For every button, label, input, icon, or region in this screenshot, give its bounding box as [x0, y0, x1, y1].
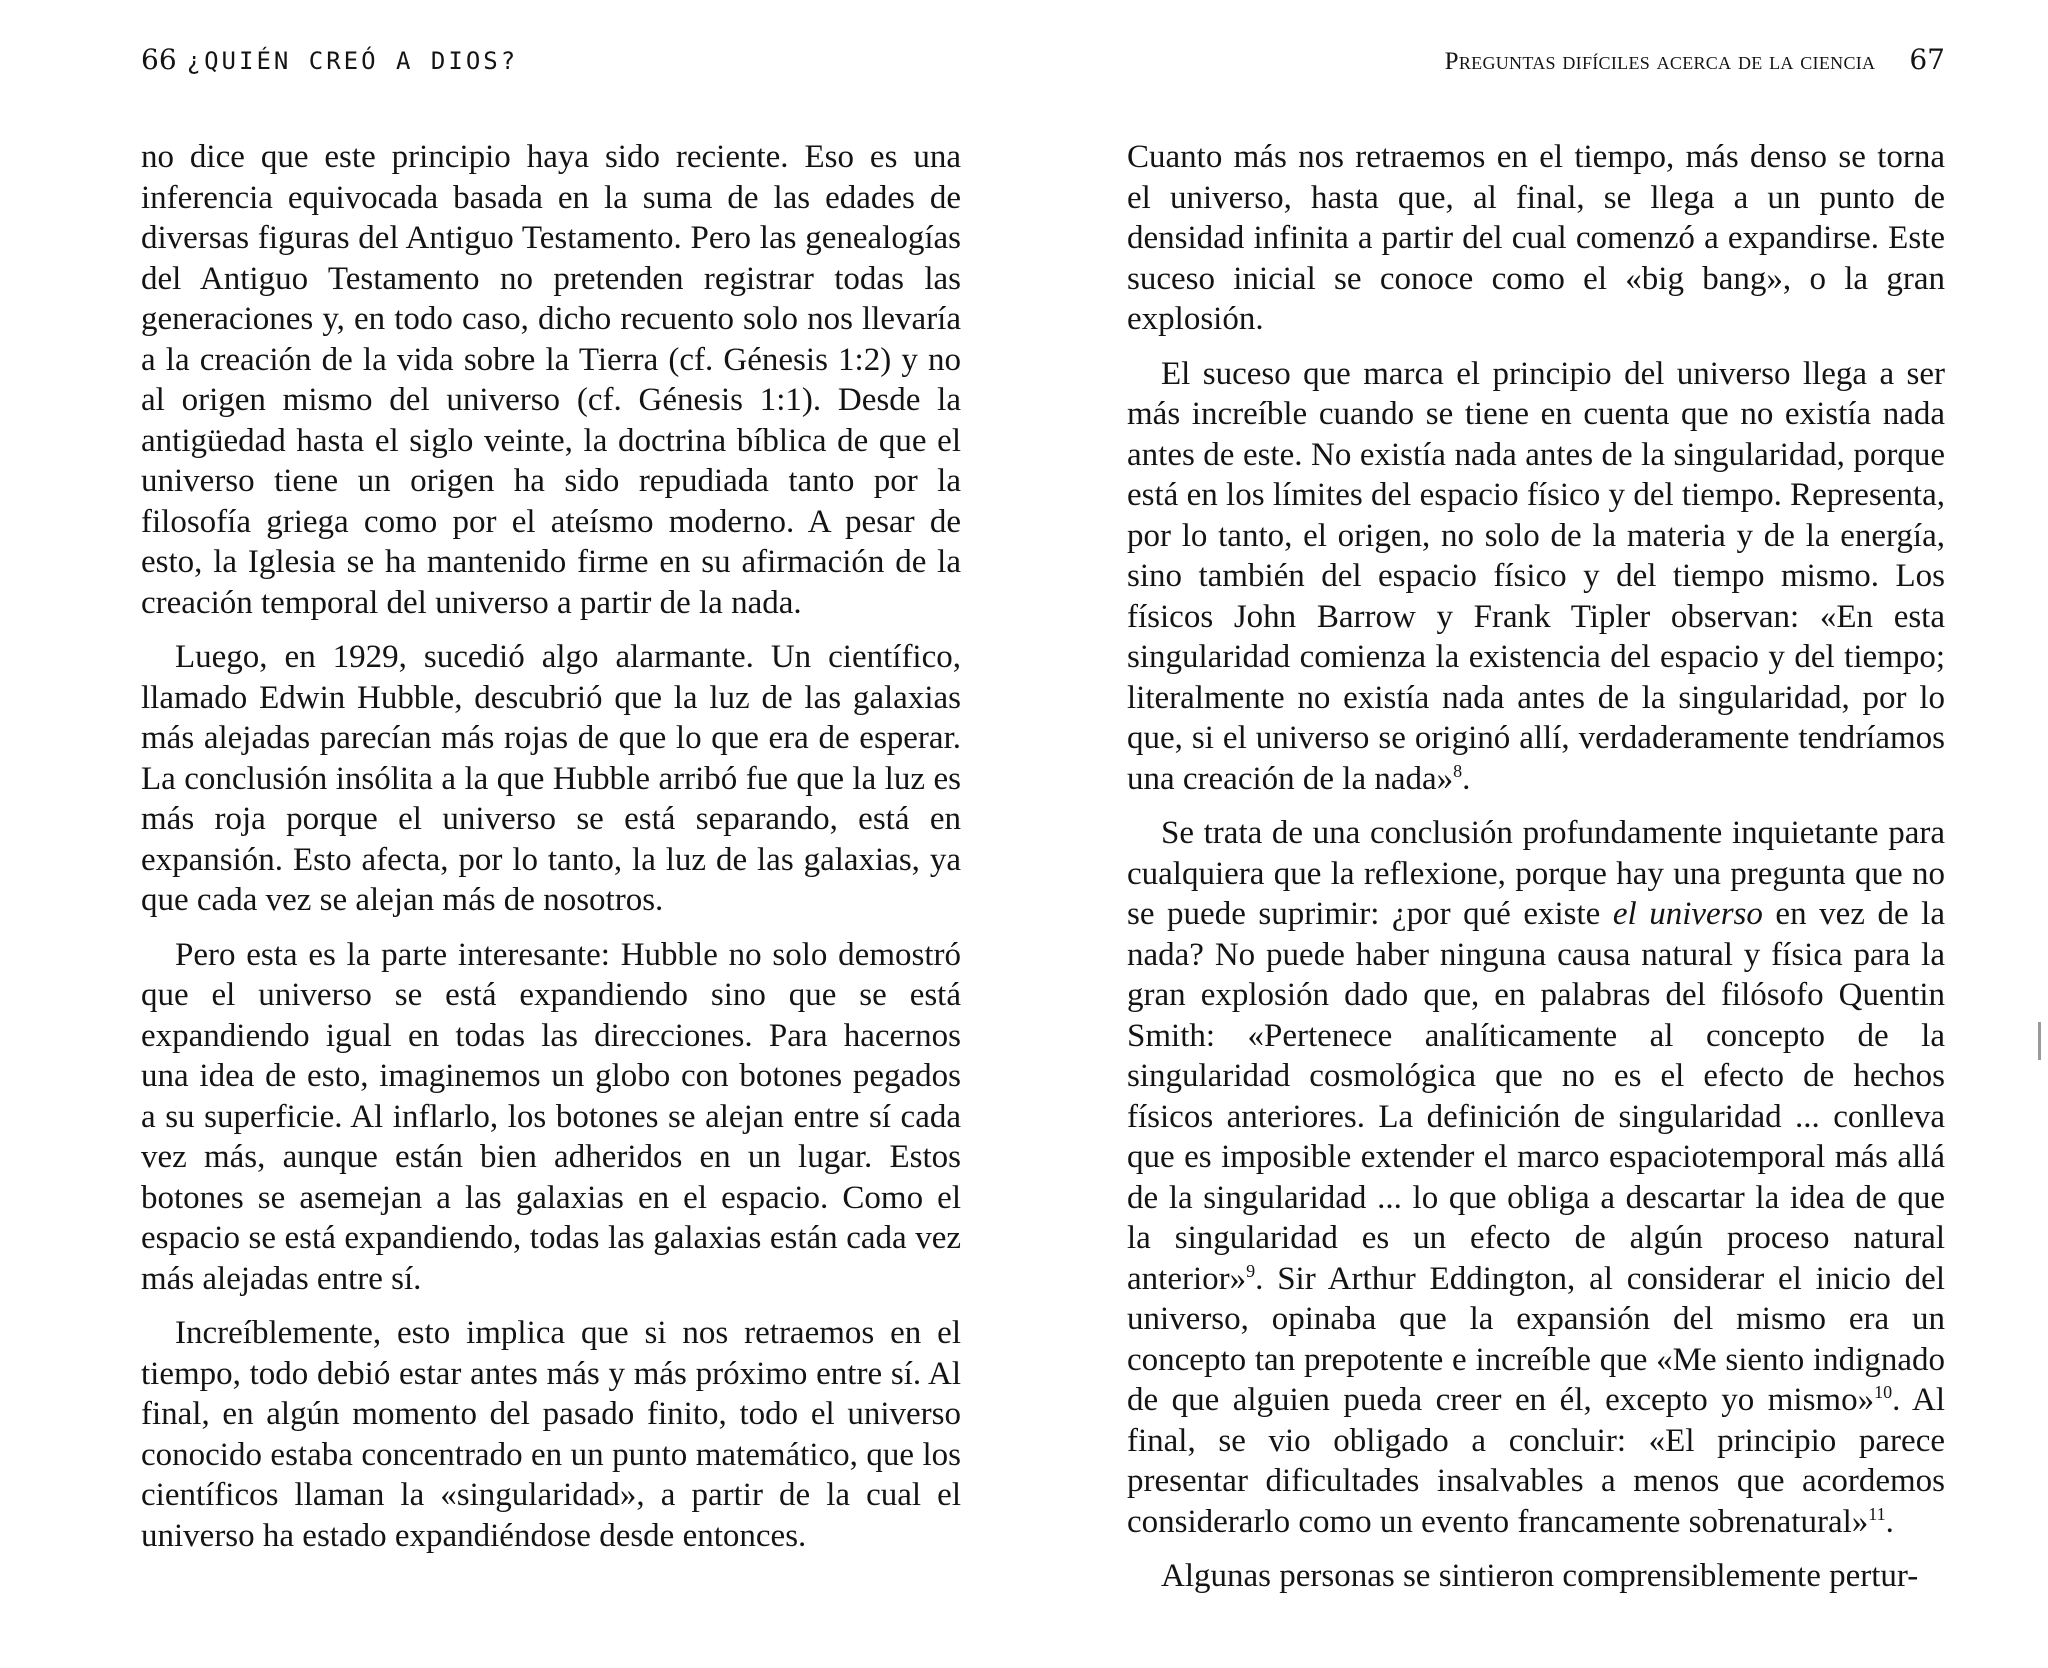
right-running-head: [1127, 40, 1945, 80]
paragraph: Increíblemente, esto implica que si nos retraemos en el tiempo, todo debió estar antes más y más próximo entre sí. Al final, en algún momento del pasado finito, todo el universo conocido estaba concentrado en un punto matemático, que los científicos llaman la «singularidad», a partir de la cual el universo ha estado expandiéndose desde entonces.: [141, 1315, 961, 1554]
right-page-number: 67: [1909, 43, 1945, 76]
paragraph: Algunas personas se sintieron comprensiblemente pertur-: [1161, 1558, 1919, 1594]
left-page: [141, 0, 961, 1668]
paragraph-text: . Sir Arthur Eddington, al considerar el inicio del universo, opinaba que la expansión del mismo era un concepto tan prepotente e increíble que «Me siento indignado de que alguien pueda creer en él, excepto yo mismo»: [1127, 1260, 1945, 1418]
paragraph: Luego, en 1929, sucedió algo alarmante. Un científico, llamado Edwin Hubble, descubrió que la luz de las galaxias más alejadas parecían más rojas de que lo que era de esperar. La conclusión insólita a la que Hubble arribó fue que la luz es más roja porque el universo se está separando, está en expansión. Esto afecta, por lo tanto, la luz de las galaxias, ya que cada vez se alejan más de nosotros.: [141, 639, 961, 918]
paragraph: no dice que este principio haya sido reciente. Eso es una inferencia equivocada basada en la suma de las edades de diversas figuras del Antiguo Testamento. Pero las genealogías del Antiguo Testamento no pretenden registrar todas las generaciones y, en todo caso, dicho recuento solo nos llevaría a la creación de la vida sobre la Tierra (cf. Génesis 1:2) y no al origen mismo del universo (cf. Génesis 1:1). Desde la antigüedad hasta el siglo veinte, la doctrina bíblica de que el universo tiene un origen ha sido repudiada tanto por la filosofía griega como por el ateísmo moderno. A pesar de esto, la Iglesia se ha mantenido firme en su afirmación de la creación temporal del universo a partir de la nada.: [141, 139, 961, 621]
footnote-ref: 11: [1868, 1503, 1886, 1524]
paragraph-text: . Al final, se vio obligado a concluir: «El principio parece presentar dificultades insalvables a menos que acordemos considerarlo como un evento francamente sobrenatural»: [1127, 1382, 1945, 1540]
paragraph-text: Se trata de una conclusión profundamente inquietante para cualquiera que la reflexione, porque hay una pregunta que no se puede suprimir: ¿por qué existe: [1127, 815, 1945, 932]
footnote-ref: 8: [1453, 760, 1463, 781]
left-running-title: ¿QUIÉN CREÓ A DIOS?: [186, 47, 519, 75]
right-running-title: Preguntas difíciles acerca de la ciencia: [1444, 48, 1876, 75]
left-running-head: [141, 40, 961, 80]
paragraph: Pero esta es la parte interesante: Hubble no solo demostró que el universo se está expandiendo sino que se está expandiendo igual en todas las direcciones. Para hacernos una idea de esto, imaginemos un globo con botones pegados a su superficie. Al inflarlo, los botones se alejan entre sí cada vez más, aunque están bien adheridos en un lugar. Estos botones se asemejan a las galaxias en el espacio. Como el espacio se está expandiendo, todas las galaxias están cada vez más alejadas entre sí.: [141, 936, 961, 1297]
paragraph-text: .: [1462, 760, 1471, 797]
paragraph: Cuanto más nos retraemos en el tiempo, más denso se torna el universo, hasta que, al final, se llega a un punto de densidad infinita a partir del cual comenzó a expandirse. Este suceso inicial se conoce como el «big bang», o la gran explosión.: [1127, 139, 1945, 337]
paragraph-text: .: [1885, 1503, 1894, 1540]
left-page-number: 66: [141, 43, 177, 76]
right-body-text: [1127, 137, 1945, 1611]
paragraph-text: El suceso que marca el principio del universo llega a ser más increíble cuando se tiene en cuenta que no existía nada antes de este. No existía nada antes de la singularidad, porque está en los límites del espacio físico y del tiempo. Representa, por lo tanto, el origen, no solo de la materia y de la energía, sino también del espacio físico y del tiempo mismo. Los físicos John Barrow y Frank Tipler observan: «En esta singularidad comienza la existencia del espacio y del tiempo; literalmente no existía nada antes de la singularidad, por lo que, si el universo se originó allí, verdaderamente tendríamos una creación de la nada»: [1127, 355, 1945, 797]
footnote-ref: 10: [1874, 1382, 1893, 1402]
left-body-text: [141, 137, 961, 1570]
scan-margin-mark: [2038, 1022, 2041, 1060]
right-page: [1127, 0, 1945, 1668]
footnote-ref: 9: [1246, 1260, 1256, 1281]
emphasis-text: el universo: [1612, 896, 1763, 932]
paragraph: [1127, 813, 1945, 1542]
paragraph: [1127, 354, 1945, 800]
paragraph-text: en vez de la nada? No puede haber ninguna causa natural y física para la gran explosión dado que, en palabras del filósofo Quentin Smith: «Pertenece analíticamente al concepto de la singularidad cosmológica que no es el efecto de hechos físicos anteriores. La definición de singularidad ... conlleva que es imposible extender el marco espaciotemporal más allá de la singularidad ... lo que obliga a descartar la idea de que la singularidad es un efecto de algún proceso natural anterior»: [1127, 896, 1945, 1297]
